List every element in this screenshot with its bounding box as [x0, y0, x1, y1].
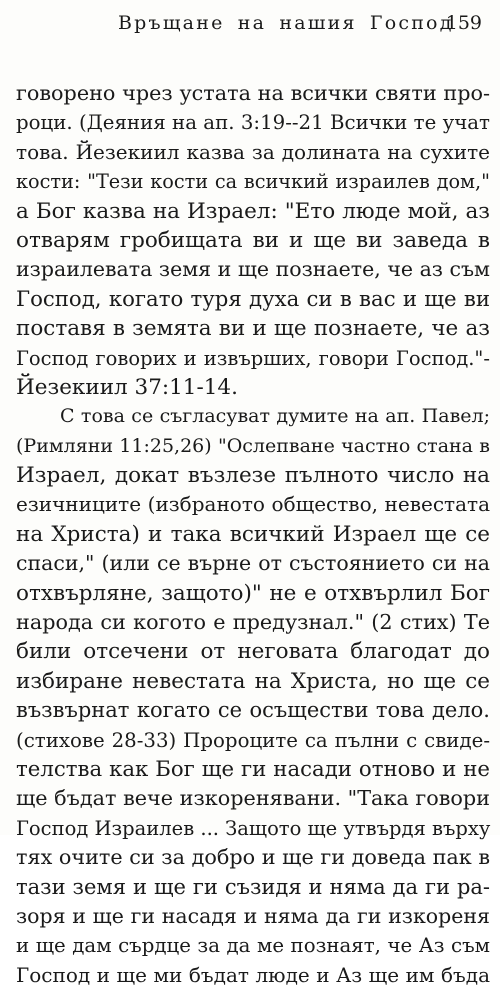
text-line: роци. (Деяния на ап. 3:19--21 Всички те учат: [16, 111, 490, 135]
text-line: отварям гробищата ви и ще ви заведа в: [16, 227, 490, 253]
running-header: [0, 12, 500, 36]
text-line: говорено чрез устата на всички святи про-: [16, 81, 490, 105]
paragraph-1: [16, 79, 490, 402]
text-line: израилевата земя и ще познаете, че аз съм: [16, 257, 490, 282]
text-line: спаси," (или се върне от състоянието си на: [16, 551, 490, 576]
text-line: възвърнат когато се осъществи това дело.: [16, 698, 490, 723]
text-line: Израел, докат възлезе пълното число на: [16, 463, 490, 489]
text-line: избиране невестата на Христа, но ще се: [16, 668, 490, 694]
text-line: поставя в земята ви и ще познаете, че аз: [16, 316, 490, 342]
text-line: Господ, когато туря духа си в вас и ще ви: [16, 286, 490, 312]
page-number: 159: [445, 12, 482, 34]
text-line: Господ говорих и извърших, говори Господ."-: [16, 346, 490, 370]
text-line: на Христа) и така всичкий Израел ще се: [16, 521, 490, 547]
body-text: [16, 79, 490, 990]
text-line: и ще дам сърдце за да ме познаят, че Аз съм: [16, 934, 490, 958]
text-line: Господ и ще ми бъдат люде и Аз ще им бъда: [16, 962, 490, 987]
text-line: езичниците (избраното общество, невестата: [16, 492, 490, 517]
text-line: Йезекиил 37:11-14.: [16, 374, 238, 400]
text-line: телства как Бог ще ги насади отново и не: [16, 756, 490, 782]
text-line: а Бог казва на Израел: "Ето люде мой, аз: [16, 198, 490, 224]
text-line: тях очите си за добро и ще ги доведа пак в: [16, 845, 491, 870]
text-line: това. Йезекиил казва за долината на сухите: [16, 139, 490, 164]
paragraph-2: [16, 402, 490, 990]
running-title: Връщане на нашия Господ: [118, 12, 454, 34]
text-line: тази земя и ще ги съзидя и няма да ги ра-: [16, 874, 490, 899]
text-line: Господ Израилев ... Защото ще утвърдя върху: [16, 816, 491, 840]
text-line: народа си когото е предузнал." (2 стих) Те: [16, 610, 490, 635]
text-line: кости: "Тези кости са всичкий израилев дом,": [16, 170, 490, 194]
text-line: били отсечени от неговата благодат до: [16, 639, 490, 665]
text-line: (Римляни 11:25,26) "Ослепване частно стана в: [16, 434, 490, 457]
text-line: (стихове 28-33) Пророците са пълни с свиде-: [16, 728, 490, 752]
text-line: зоря и ще ги насадя и няма да ги изкореня: [16, 903, 490, 928]
text-line: ще бъдат вече изкоренявани. "Така говори: [16, 786, 490, 811]
text-line: С това се съгласуват думите на ап. Павел;: [60, 405, 490, 428]
text-line: отхвърляне, защото)" не е отхвърлил Бог: [16, 580, 490, 606]
